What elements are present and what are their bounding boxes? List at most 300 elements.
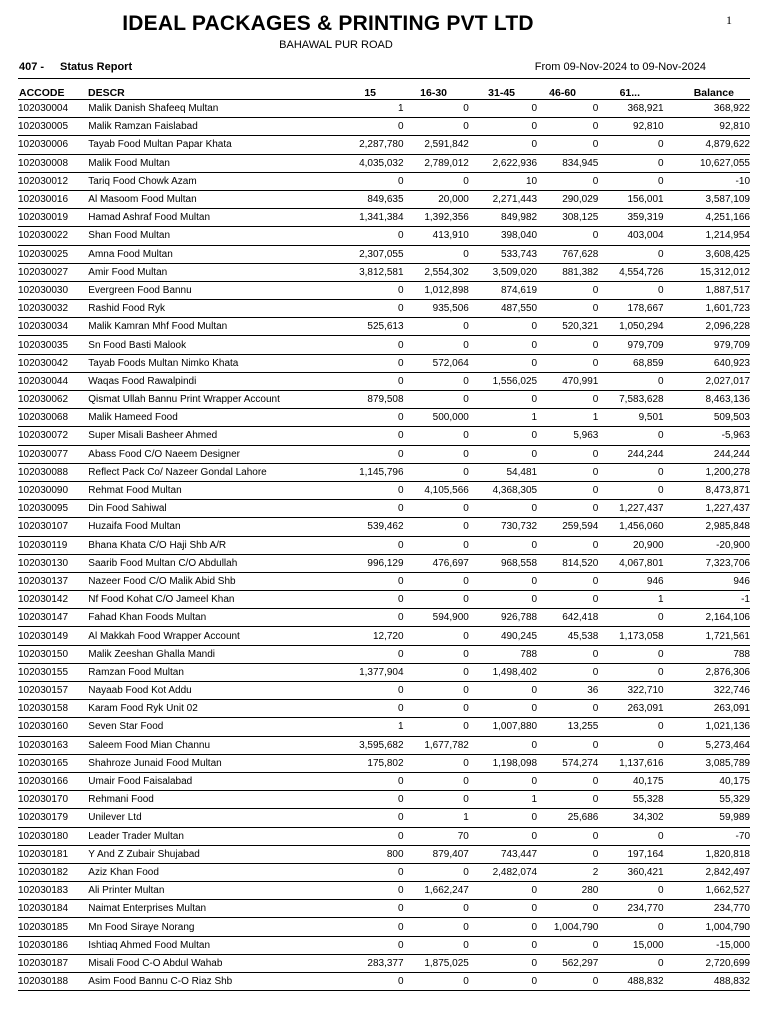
cell-61-plus: 0 xyxy=(598,463,663,481)
cell-46-60: 574,274 xyxy=(537,754,598,772)
cell-61-plus: 0 xyxy=(598,736,663,754)
cell-15: 1,145,796 xyxy=(319,463,403,481)
cell-descr: Malik Hameed Food xyxy=(88,409,319,427)
cell-31-45: 0 xyxy=(469,772,537,790)
cell-31-45: 849,982 xyxy=(469,209,537,227)
table-row xyxy=(18,281,750,299)
table-row xyxy=(18,518,750,536)
cell-46-60: 0 xyxy=(537,827,598,845)
cell-15: 0 xyxy=(319,336,403,354)
cell-balance: 5,273,464 xyxy=(664,736,750,754)
cell-61-plus: 322,710 xyxy=(598,682,663,700)
cell-15: 3,812,581 xyxy=(319,263,403,281)
cell-15: 0 xyxy=(319,918,403,936)
table-row xyxy=(18,936,750,954)
cell-46-60: 834,945 xyxy=(537,154,598,172)
cell-descr: Malik Kamran Mhf Food Multan xyxy=(88,318,319,336)
cell-61-plus: 4,067,801 xyxy=(598,554,663,572)
cell-15: 0 xyxy=(319,700,403,718)
cell-31-45: 487,550 xyxy=(469,300,537,318)
cell-accode: 102030170 xyxy=(18,791,88,809)
column-header-accode: ACCODE xyxy=(19,87,65,99)
table-row xyxy=(18,900,750,918)
cell-46-60: 36 xyxy=(537,682,598,700)
table-row xyxy=(18,918,750,936)
cell-61-plus: 0 xyxy=(598,372,663,390)
cell-balance: 488,832 xyxy=(664,973,750,991)
cell-descr: Evergreen Food Bannu xyxy=(88,281,319,299)
cell-31-45: 0 xyxy=(469,700,537,718)
table-row xyxy=(18,318,750,336)
cell-31-45: 743,447 xyxy=(469,845,537,863)
table-row xyxy=(18,481,750,499)
cell-accode: 102030095 xyxy=(18,500,88,518)
cell-16-30: 413,910 xyxy=(404,227,469,245)
table-row xyxy=(18,227,750,245)
cell-31-45: 0 xyxy=(469,736,537,754)
cell-15: 1 xyxy=(319,100,403,118)
column-header-descr: DESCR xyxy=(88,87,125,99)
cell-61-plus: 4,554,726 xyxy=(598,263,663,281)
cell-descr: Umair Food Faisalabad xyxy=(88,772,319,790)
cell-accode: 102030088 xyxy=(18,463,88,481)
cell-balance: -5,963 xyxy=(664,427,750,445)
cell-31-45: 0 xyxy=(469,882,537,900)
table-row xyxy=(18,772,750,790)
cell-descr: Malik Zeeshan Ghalla Mandi xyxy=(88,645,319,663)
cell-descr: Ali Printer Multan xyxy=(88,882,319,900)
cell-balance: 234,770 xyxy=(664,900,750,918)
cell-31-45: 0 xyxy=(469,973,537,991)
cell-accode: 102030030 xyxy=(18,281,88,299)
cell-16-30: 0 xyxy=(404,791,469,809)
cell-balance: 2,842,497 xyxy=(664,863,750,881)
cell-46-60: 0 xyxy=(537,136,598,154)
cell-balance: 640,923 xyxy=(664,354,750,372)
cell-balance: 979,709 xyxy=(664,336,750,354)
cell-16-30: 0 xyxy=(404,718,469,736)
table-row xyxy=(18,863,750,881)
cell-accode: 102030130 xyxy=(18,554,88,572)
cell-61-plus: 368,921 xyxy=(598,100,663,118)
cell-15: 2,287,780 xyxy=(319,136,403,154)
cell-61-plus: 1,456,060 xyxy=(598,518,663,536)
cell-accode: 102030158 xyxy=(18,700,88,718)
cell-16-30: 4,105,566 xyxy=(404,481,469,499)
table-row xyxy=(18,827,750,845)
cell-accode: 102030012 xyxy=(18,172,88,190)
cell-46-60: 0 xyxy=(537,663,598,681)
cell-balance: 3,608,425 xyxy=(664,245,750,263)
cell-46-60: 0 xyxy=(537,336,598,354)
cell-balance: 946 xyxy=(664,572,750,590)
table-row xyxy=(18,663,750,681)
cell-15: 0 xyxy=(319,118,403,136)
cell-balance: 1,601,723 xyxy=(664,300,750,318)
cell-balance: -70 xyxy=(664,827,750,845)
cell-46-60: 0 xyxy=(537,736,598,754)
cell-31-45: 533,743 xyxy=(469,245,537,263)
column-header-16-30: 16-30 xyxy=(420,87,447,99)
cell-descr: Rehmani Food xyxy=(88,791,319,809)
cell-31-45: 968,558 xyxy=(469,554,537,572)
cell-16-30: 2,789,012 xyxy=(404,154,469,172)
table-row xyxy=(18,463,750,481)
cell-balance: 8,463,136 xyxy=(664,391,750,409)
cell-46-60: 290,029 xyxy=(537,190,598,208)
cell-61-plus: 0 xyxy=(598,645,663,663)
cell-descr: Abass Food C/O Naeem Designer xyxy=(88,445,319,463)
table-row xyxy=(18,554,750,572)
cell-16-30: 0 xyxy=(404,245,469,263)
cell-descr: Amir Food Multan xyxy=(88,263,319,281)
cell-descr: Nayaab Food Kot Addu xyxy=(88,682,319,700)
cell-31-45: 0 xyxy=(469,591,537,609)
cell-31-45: 926,788 xyxy=(469,609,537,627)
cell-46-60: 0 xyxy=(537,900,598,918)
cell-descr: Ramzan Food Multan xyxy=(88,663,319,681)
cell-61-plus: 234,770 xyxy=(598,900,663,918)
cell-46-60: 2 xyxy=(537,863,598,881)
cell-descr: Qismat Ullah Bannu Print Wrapper Account xyxy=(88,391,319,409)
table-row xyxy=(18,500,750,518)
cell-16-30: 0 xyxy=(404,973,469,991)
cell-15: 0 xyxy=(319,354,403,372)
table-row xyxy=(18,627,750,645)
cell-31-45: 730,732 xyxy=(469,518,537,536)
table-row xyxy=(18,118,750,136)
cell-31-45: 0 xyxy=(469,900,537,918)
cell-descr: Fahad Khan Foods Multan xyxy=(88,609,319,627)
cell-31-45: 0 xyxy=(469,427,537,445)
cell-accode: 102030032 xyxy=(18,300,88,318)
cell-31-45: 0 xyxy=(469,391,537,409)
cell-31-45: 0 xyxy=(469,936,537,954)
cell-46-60: 0 xyxy=(537,772,598,790)
cell-31-45: 874,619 xyxy=(469,281,537,299)
cell-balance: -15,000 xyxy=(664,936,750,954)
cell-16-30: 0 xyxy=(404,445,469,463)
cell-balance: 263,091 xyxy=(664,700,750,718)
cell-46-60: 13,255 xyxy=(537,718,598,736)
cell-46-60: 562,297 xyxy=(537,954,598,972)
cell-descr: Amna Food Multan xyxy=(88,245,319,263)
table-row xyxy=(18,536,750,554)
cell-61-plus: 244,244 xyxy=(598,445,663,463)
cell-accode: 102030062 xyxy=(18,391,88,409)
cell-61-plus: 40,175 xyxy=(598,772,663,790)
cell-descr: Malik Food Multan xyxy=(88,154,319,172)
cell-accode: 102030163 xyxy=(18,736,88,754)
cell-accode: 102030005 xyxy=(18,118,88,136)
cell-16-30: 0 xyxy=(404,100,469,118)
cell-balance: -20,900 xyxy=(664,536,750,554)
table-row xyxy=(18,572,750,590)
cell-descr: Seven Star Food xyxy=(88,718,319,736)
table-row xyxy=(18,882,750,900)
cell-16-30: 1 xyxy=(404,809,469,827)
cell-accode: 102030188 xyxy=(18,973,88,991)
table-row xyxy=(18,391,750,409)
cell-balance: 2,096,228 xyxy=(664,318,750,336)
cell-16-30: 2,554,302 xyxy=(404,263,469,281)
cell-15: 0 xyxy=(319,863,403,881)
header-top-rule xyxy=(18,78,750,79)
cell-61-plus: 178,667 xyxy=(598,300,663,318)
cell-46-60: 520,321 xyxy=(537,318,598,336)
cell-descr: Shahroze Junaid Food Multan xyxy=(88,754,319,772)
table-row xyxy=(18,845,750,863)
cell-16-30: 594,900 xyxy=(404,609,469,627)
cell-balance: 8,473,871 xyxy=(664,481,750,499)
table-row xyxy=(18,409,750,427)
cell-descr: Al Masoom Food Multan xyxy=(88,190,319,208)
cell-descr: Tayab Foods Multan Nimko Khata xyxy=(88,354,319,372)
cell-61-plus: 0 xyxy=(598,154,663,172)
cell-descr: Ishtiaq Ahmed Food Multan xyxy=(88,936,319,954)
cell-accode: 102030183 xyxy=(18,882,88,900)
cell-descr: Misali Food C-O Abdul Wahab xyxy=(88,954,319,972)
cell-61-plus: 34,302 xyxy=(598,809,663,827)
cell-46-60: 5,963 xyxy=(537,427,598,445)
table-row xyxy=(18,736,750,754)
cell-46-60: 0 xyxy=(537,700,598,718)
cell-accode: 102030157 xyxy=(18,682,88,700)
cell-61-plus: 20,900 xyxy=(598,536,663,554)
cell-15: 0 xyxy=(319,973,403,991)
cell-accode: 102030072 xyxy=(18,427,88,445)
cell-15: 0 xyxy=(319,936,403,954)
cell-descr: Huzaifa Food Multan xyxy=(88,518,319,536)
cell-46-60: 45,538 xyxy=(537,627,598,645)
cell-46-60: 0 xyxy=(537,445,598,463)
cell-61-plus: 68,859 xyxy=(598,354,663,372)
cell-accode: 102030181 xyxy=(18,845,88,863)
cell-descr: Leader Trader Multan xyxy=(88,827,319,845)
cell-16-30: 0 xyxy=(404,172,469,190)
cell-31-45: 1,198,098 xyxy=(469,754,537,772)
cell-descr: Shan Food Multan xyxy=(88,227,319,245)
cell-31-45: 1,007,880 xyxy=(469,718,537,736)
cell-balance: 4,251,166 xyxy=(664,209,750,227)
cell-16-30: 2,591,842 xyxy=(404,136,469,154)
cell-accode: 102030150 xyxy=(18,645,88,663)
cell-46-60: 280 xyxy=(537,882,598,900)
cell-15: 12,720 xyxy=(319,627,403,645)
cell-accode: 102030149 xyxy=(18,627,88,645)
cell-15: 0 xyxy=(319,772,403,790)
cell-61-plus: 197,164 xyxy=(598,845,663,863)
cell-balance: 15,312,012 xyxy=(664,263,750,281)
table-row xyxy=(18,609,750,627)
cell-accode: 102030184 xyxy=(18,900,88,918)
cell-61-plus: 1 xyxy=(598,591,663,609)
cell-15: 2,307,055 xyxy=(319,245,403,263)
cell-61-plus: 0 xyxy=(598,827,663,845)
cell-balance: 1,214,954 xyxy=(664,227,750,245)
cell-15: 1,377,904 xyxy=(319,663,403,681)
cell-31-45: 1,498,402 xyxy=(469,663,537,681)
cell-61-plus: 0 xyxy=(598,481,663,499)
cell-15: 0 xyxy=(319,645,403,663)
cell-balance: 3,587,109 xyxy=(664,190,750,208)
cell-accode: 102030185 xyxy=(18,918,88,936)
report-title: Status Report xyxy=(60,61,133,73)
cell-descr: Nf Food Kohat C/O Jameel Khan xyxy=(88,591,319,609)
cell-46-60: 881,382 xyxy=(537,263,598,281)
table-row xyxy=(18,172,750,190)
cell-16-30: 0 xyxy=(404,572,469,590)
cell-descr: Rashid Food Ryk xyxy=(88,300,319,318)
cell-descr: Aziz Khan Food xyxy=(88,863,319,881)
cell-31-45: 0 xyxy=(469,500,537,518)
column-header-61-plus: 61... xyxy=(619,87,640,99)
cell-balance: 1,721,561 xyxy=(664,627,750,645)
cell-balance: 1,021,136 xyxy=(664,718,750,736)
cell-balance: 2,027,017 xyxy=(664,372,750,390)
cell-15: 539,462 xyxy=(319,518,403,536)
cell-descr: Hamad Ashraf Food Multan xyxy=(88,209,319,227)
cell-46-60: 814,520 xyxy=(537,554,598,572)
cell-46-60: 1 xyxy=(537,409,598,427)
table-row xyxy=(18,445,750,463)
cell-accode: 102030068 xyxy=(18,409,88,427)
cell-accode: 102030004 xyxy=(18,100,88,118)
cell-31-45: 788 xyxy=(469,645,537,663)
cell-31-45: 0 xyxy=(469,118,537,136)
cell-accode: 102030142 xyxy=(18,591,88,609)
cell-31-45: 0 xyxy=(469,318,537,336)
cell-16-30: 0 xyxy=(404,645,469,663)
cell-15: 0 xyxy=(319,591,403,609)
cell-61-plus: 403,004 xyxy=(598,227,663,245)
cell-descr: Din Food Sahiwal xyxy=(88,500,319,518)
cell-61-plus: 0 xyxy=(598,427,663,445)
cell-61-plus: 0 xyxy=(598,172,663,190)
cell-15: 849,635 xyxy=(319,190,403,208)
cell-descr: Saleem Food Mian Channu xyxy=(88,736,319,754)
cell-61-plus: 0 xyxy=(598,954,663,972)
cell-balance: 3,085,789 xyxy=(664,754,750,772)
cell-balance: 1,200,278 xyxy=(664,463,750,481)
cell-15: 283,377 xyxy=(319,954,403,972)
cell-61-plus: 263,091 xyxy=(598,700,663,718)
cell-descr: Waqas Food Rawalpindi xyxy=(88,372,319,390)
cell-accode: 102030187 xyxy=(18,954,88,972)
table-row xyxy=(18,190,750,208)
cell-descr: Tayab Food Multan Papar Khata xyxy=(88,136,319,154)
cell-15: 0 xyxy=(319,372,403,390)
cell-31-45: 0 xyxy=(469,918,537,936)
cell-16-30: 0 xyxy=(404,427,469,445)
cell-balance: -1 xyxy=(664,591,750,609)
status-report-table xyxy=(18,100,750,991)
cell-16-30: 0 xyxy=(404,700,469,718)
table-row xyxy=(18,754,750,772)
cell-46-60: 0 xyxy=(537,791,598,809)
cell-46-60: 767,628 xyxy=(537,245,598,263)
cell-61-plus: 55,328 xyxy=(598,791,663,809)
cell-15: 1 xyxy=(319,718,403,736)
cell-61-plus: 7,583,628 xyxy=(598,391,663,409)
cell-61-plus: 0 xyxy=(598,245,663,263)
cell-61-plus: 0 xyxy=(598,718,663,736)
cell-15: 0 xyxy=(319,536,403,554)
cell-31-45: 1,556,025 xyxy=(469,372,537,390)
table-row xyxy=(18,645,750,663)
cell-descr: Mn Food Siraye Norang xyxy=(88,918,319,936)
cell-accode: 102030019 xyxy=(18,209,88,227)
cell-15: 0 xyxy=(319,809,403,827)
cell-46-60: 0 xyxy=(537,281,598,299)
cell-31-45: 10 xyxy=(469,172,537,190)
cell-61-plus: 360,421 xyxy=(598,863,663,881)
table-row xyxy=(18,100,750,118)
cell-15: 0 xyxy=(319,281,403,299)
cell-31-45: 0 xyxy=(469,572,537,590)
cell-61-plus: 0 xyxy=(598,136,663,154)
cell-16-30: 0 xyxy=(404,118,469,136)
cell-balance: 2,720,699 xyxy=(664,954,750,972)
cell-16-30: 0 xyxy=(404,336,469,354)
cell-16-30: 0 xyxy=(404,663,469,681)
cell-31-45: 398,040 xyxy=(469,227,537,245)
cell-15: 0 xyxy=(319,827,403,845)
cell-31-45: 54,481 xyxy=(469,463,537,481)
cell-46-60: 0 xyxy=(537,572,598,590)
cell-accode: 102030119 xyxy=(18,536,88,554)
cell-balance: 1,887,517 xyxy=(664,281,750,299)
table-row xyxy=(18,354,750,372)
date-range: From 09-Nov-2024 to 09-Nov-2024 xyxy=(534,61,706,73)
cell-46-60: 0 xyxy=(537,227,598,245)
cell-16-30: 476,697 xyxy=(404,554,469,572)
cell-15: 0 xyxy=(319,227,403,245)
cell-balance: 59,989 xyxy=(664,809,750,827)
cell-balance: 40,175 xyxy=(664,772,750,790)
cell-31-45: 0 xyxy=(469,336,537,354)
cell-16-30: 1,677,782 xyxy=(404,736,469,754)
cell-accode: 102030025 xyxy=(18,245,88,263)
cell-descr: Al Makkah Food Wrapper Account xyxy=(88,627,319,645)
cell-16-30: 572,064 xyxy=(404,354,469,372)
cell-balance: 322,746 xyxy=(664,682,750,700)
cell-accode: 102030179 xyxy=(18,809,88,827)
cell-15: 800 xyxy=(319,845,403,863)
cell-46-60: 0 xyxy=(537,172,598,190)
company-name: IDEAL PACKAGES & PRINTING PVT LTD xyxy=(122,12,534,35)
cell-46-60: 1,004,790 xyxy=(537,918,598,936)
table-row xyxy=(18,336,750,354)
cell-16-30: 0 xyxy=(404,518,469,536)
cell-16-30: 1,875,025 xyxy=(404,954,469,972)
table-row xyxy=(18,427,750,445)
cell-16-30: 500,000 xyxy=(404,409,469,427)
cell-accode: 102030022 xyxy=(18,227,88,245)
cell-balance: 2,876,306 xyxy=(664,663,750,681)
cell-accode: 102030165 xyxy=(18,754,88,772)
table-row xyxy=(18,954,750,972)
cell-accode: 102030027 xyxy=(18,263,88,281)
cell-16-30: 0 xyxy=(404,918,469,936)
cell-descr: Malik Ramzan Faislabad xyxy=(88,118,319,136)
cell-16-30: 0 xyxy=(404,754,469,772)
cell-15: 879,508 xyxy=(319,391,403,409)
cell-16-30: 935,506 xyxy=(404,300,469,318)
cell-accode: 102030166 xyxy=(18,772,88,790)
cell-accode: 102030160 xyxy=(18,718,88,736)
cell-16-30: 0 xyxy=(404,900,469,918)
